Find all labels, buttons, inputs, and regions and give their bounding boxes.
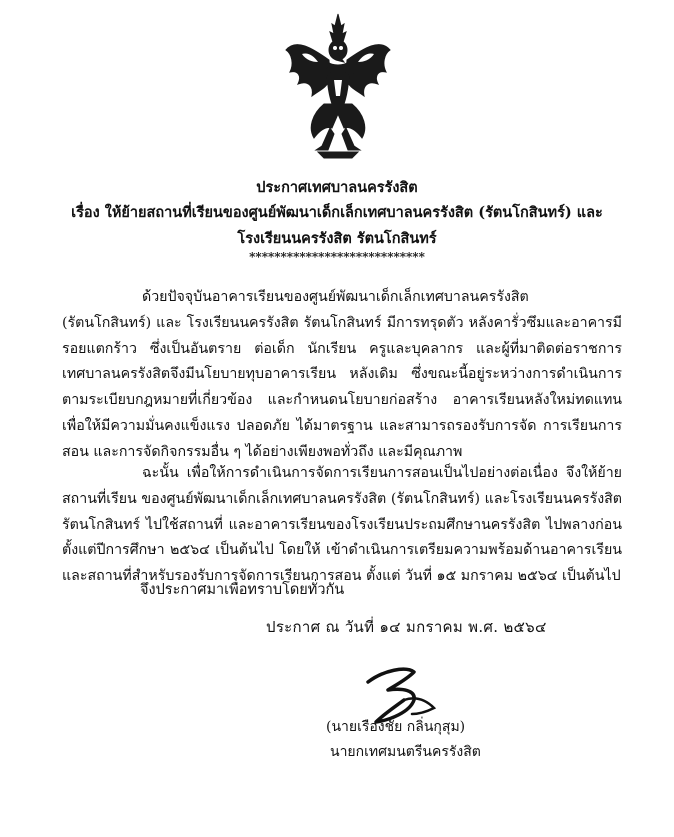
subject-line-2: โรงเรียนนครรังสิต รัตนโกสินทร์ [237,230,437,247]
announcement-title: ประกาศเทศบาลนครรังสิต [256,179,418,196]
separator-line: **************************** [249,250,425,264]
body-paragraph-1: ด้วยปัจจุบันอาคารเรียนของศูนย์พัฒนาเด็กเล็กเทศบาลนครรังสิต (รัตนโกสินทร์) และ โรงเรียนนครรังสิต รัตนโกสินทร์ มีการทรุดตัว หลังคารั่วซึมและอาคารมีรอยแตกร้าว ซึ่งเป็นอันตราย ต่อเด็ก นักเรียน ครูและบุคลากร และผู้ที่มาติดต่อราชการ เทศบาลนครรังสิตจึงมีนโยบายทุบอาคารเรียน หลังเดิม ซึ่งขณะนี้อยู่ระหว่างการดำเนินการตามระเบียบกฎหมายที่เกี่ยวข้อง และกำหนดนโยบายก่อสร้าง อาคารเรียนหลังใหม่ทดแทนเพื่อให้มีความมั่นคงแข็งแรง ปลอดภัย ได้มาตรฐาน และสามารถรองรับการจัด การเรียนการสอน และการจัดกิจกรรมอื่น ๆ ได้อย่างเพียงพอทั่วถึง และมีคุณภาพ [62,289,622,460]
signatory-name: (นายเรืองชัย กลิ่นกุสุม) [326,719,466,735]
body-paragraph-2: ฉะนั้น เพื่อให้การดำเนินการจัดการเรียนการสอนเป็นไปอย่างต่อเนื่อง จึงให้ย้ายสถานที่เรียน ของศูนย์พัฒนาเด็กเล็กเทศบาลนครรังสิต (รัตนโกสินทร์) และโรงเรียนนครรังสิต รัตนโกสินทร์ ไปใช้สถานที่ และอาคารเรียนของโรงเรียนประถมศึกษานครรังสิต ไปพลางก่อน ตั้งแต่ปีการศึกษา ๒๕๖๔ เป็นต้นไป โดยให้ เข้าดำเนินการเตรียมความพร้อมด้านอาคารเรียนและสถานที่สำหรับรองรับการจัดการเรียนการสอน ตั้งแต่ วันที่ ๑๕ มกราคม ๒๕๖๔ เป็นต้นไป [62,465,622,585]
announcement-date: ประกาศ ณ วันที่ ๑๔ มกราคม พ.ศ. ๒๕๖๔ [266,618,547,636]
garuda-emblem-icon [282,10,394,160]
signatory-position: นายกเทศมนตรีนครรังสิต [330,744,481,760]
closing-statement: จึงประกาศมาเพื่อทราบโดยทั่วกัน [140,582,345,598]
subject-line-1: เรื่อง ให้ย้ายสถานที่เรียนของศูนย์พัฒนาเด็กเล็กเทศบาลนครรังสิต (รัตนโกสินทร์) และ [71,204,603,221]
